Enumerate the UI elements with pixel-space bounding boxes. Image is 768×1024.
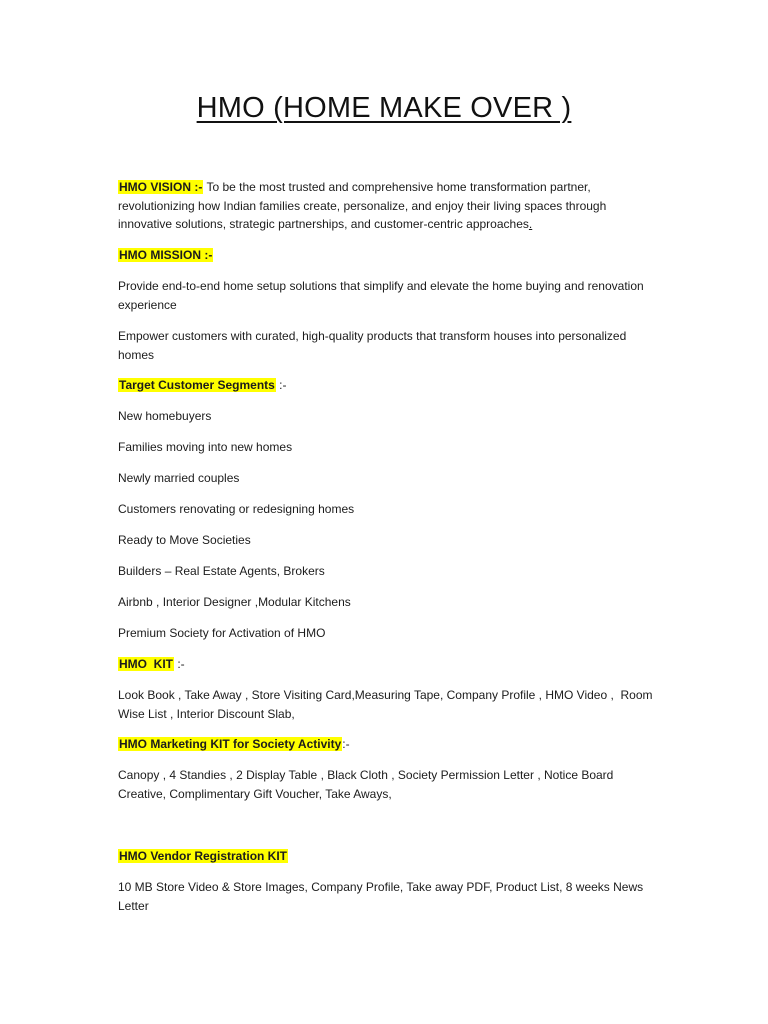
mission-label: HMO MISSION :- bbox=[119, 248, 213, 262]
vision-text: To be the most trusted and comprehensive home transformation partner, revolutionizing how Indian families create, personalize, and enjoy their living spaces through innovative solutions, strategic partnerships, and customer-centric approaches bbox=[118, 180, 607, 231]
segment-item: Premium Society for Activation of HMO bbox=[118, 626, 326, 640]
vendor-kit-heading bbox=[118, 847, 658, 866]
kit-label: HMO KIT bbox=[119, 657, 173, 671]
segments-label: Target Customer Segments bbox=[119, 378, 275, 392]
vision-label: HMO VISION :- bbox=[119, 180, 203, 194]
marketing-kit-text: Canopy , 4 Standies , 2 Display Table , Black Cloth , Society Permission Letter , Notice Board Creative, Complimentary Gift Voucher, Take Aways, bbox=[118, 768, 614, 801]
mission-heading bbox=[118, 246, 658, 265]
mission-item: Provide end-to-end home setup solutions that simplify and elevate the home buying and renovation experience bbox=[118, 279, 644, 312]
vision-end: . bbox=[528, 217, 533, 231]
document-title: HMO (HOME MAKE OVER ) bbox=[196, 92, 572, 124]
segment-item: Customers renovating or redesigning homes bbox=[118, 502, 355, 516]
segment-item: Builders – Real Estate Agents, Brokers bbox=[118, 564, 325, 578]
kit-text: Look Book , Take Away , Store Visiting Card,Measuring Tape, Company Profile , HMO Video , Room Wise List , Interior Discount Slab, bbox=[118, 688, 656, 721]
segments-suffix: :- bbox=[275, 378, 287, 392]
vision-paragraph bbox=[118, 178, 658, 234]
vendor-kit-text: 10 MB Store Video & Store Images, Company Profile, Take away PDF, Product List, 8 weeks News Letter bbox=[118, 880, 644, 913]
marketing-kit-heading bbox=[118, 735, 658, 754]
kit-heading bbox=[118, 655, 658, 674]
kit-suffix: :- bbox=[174, 657, 185, 671]
vendor-kit-label: HMO Vendor Registration KIT bbox=[119, 849, 288, 863]
segments-heading bbox=[118, 376, 658, 395]
marketing-kit-suffix: :- bbox=[342, 737, 350, 751]
segment-item: Airbnb , Interior Designer ,Modular Kitchens bbox=[118, 595, 351, 609]
segment-item: Newly married couples bbox=[118, 471, 240, 485]
segment-item: Families moving into new homes bbox=[118, 440, 293, 454]
segment-item: Ready to Move Societies bbox=[118, 533, 251, 547]
mission-item: Empower customers with curated, high-quality products that transform houses into personalized homes bbox=[118, 329, 627, 362]
marketing-kit-label: HMO Marketing KIT for Society Activity bbox=[119, 737, 342, 751]
segment-item: New homebuyers bbox=[118, 409, 212, 423]
